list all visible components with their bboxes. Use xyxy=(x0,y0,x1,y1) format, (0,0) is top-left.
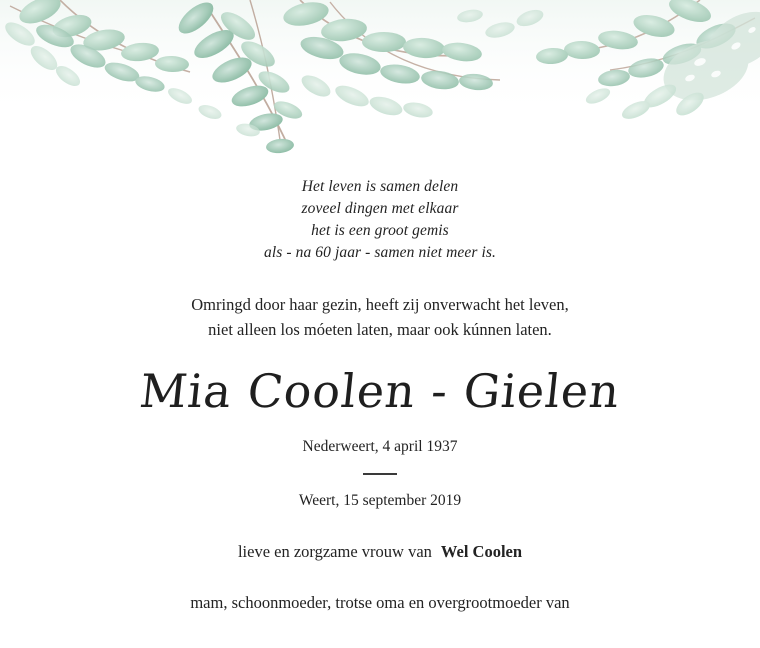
relation-line xyxy=(0,542,760,562)
poem-line-1: Het leven is samen delen xyxy=(301,178,459,195)
poem-line-4: als - na 60 jaar - samen niet meer is. xyxy=(264,244,496,261)
birth-line: Nederweert, 4 april 1937 xyxy=(302,438,458,455)
death-line: Weert, 15 september 2019 xyxy=(298,491,462,509)
intro-line-1: Omringd door haar gezin, heeft zij onverwacht het leven, xyxy=(191,295,569,314)
intro-line-2: niet alleen los móeten laten, maar ook kúnnen laten. xyxy=(208,320,552,339)
family-line: mam, schoonmoeder, trotse oma en overgrootmoeder van xyxy=(190,592,570,612)
divider xyxy=(363,473,397,475)
poem-line-3: het is een groot gemis xyxy=(311,222,449,239)
intro-text xyxy=(0,292,760,342)
relation-prefix: lieve en zorgzame vrouw van xyxy=(237,541,432,561)
poem xyxy=(0,176,760,264)
deceased-name: Mia Coolen - Gielen xyxy=(137,364,623,418)
spouse-name: Wel Coolen xyxy=(440,541,523,561)
poem-line-2: zoveel dingen met elkaar xyxy=(301,200,459,217)
